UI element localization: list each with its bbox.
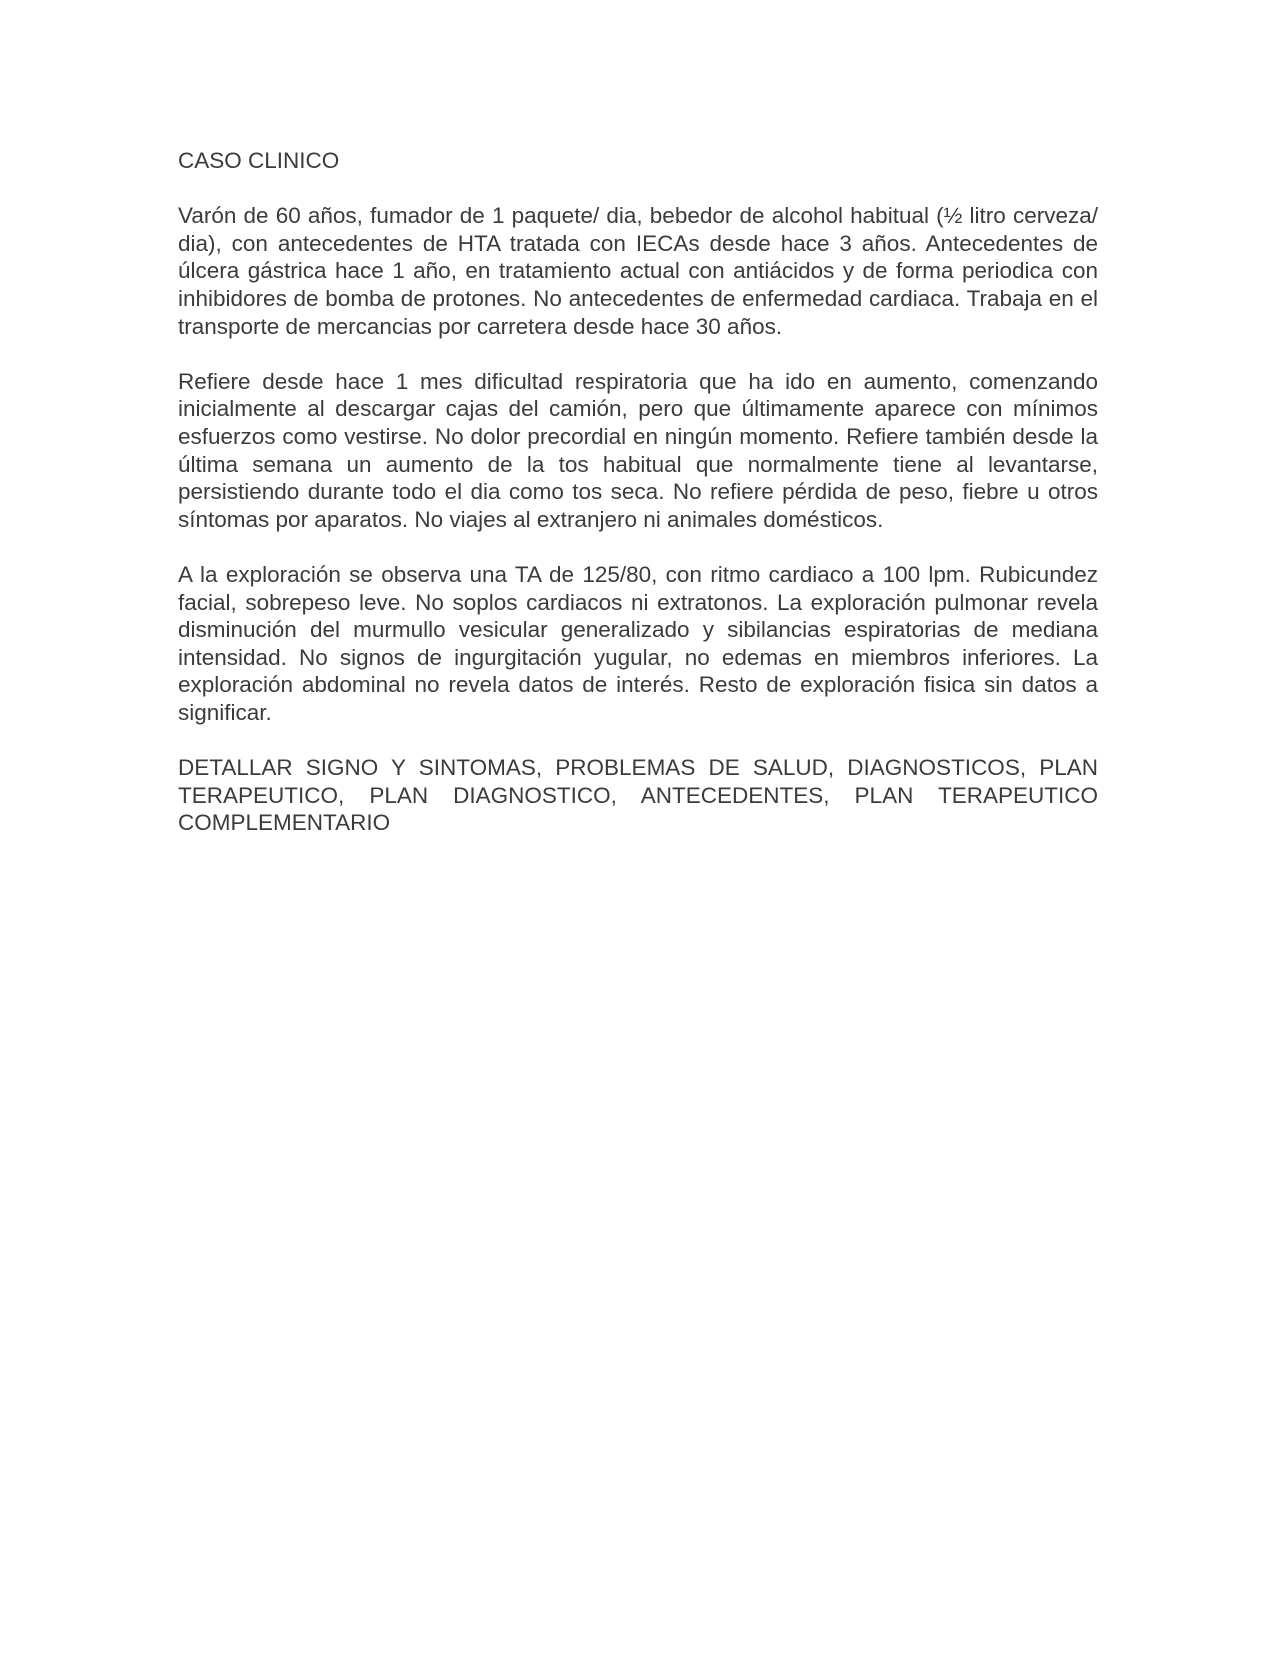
document-title: CASO CLINICO xyxy=(178,148,340,173)
paragraph-examination: A la exploración se observa una TA de 125/80, con ritmo cardiaco a 100 lpm. Rubicundez facial, sobrepeso leve. No soplos cardiacos ni extratonos. La exploración pulmonar revela disminución del murmullo vesicular generalizado y sibilancias espiratorias de mediana intensidad. No signos de ingurgitación yugular, no edemas en miembros inferiores. La exploración abdominal no revela datos de interés. Resto de exploración fisica sin datos a significar. xyxy=(178,561,1098,725)
paragraph-patient-history: Varón de 60 años, fumador de 1 paquete/ dia, bebedor de alcohol habitual (½ litro cerveza/ dia), con antecedentes de HTA tratada con IECAs desde hace 3 años. Antecedentes de úlcera gástrica hace 1 año, en tratamiento actual con antiácidos y de forma periodica con inhibidores de bomba de protones. No antecedentes de enfermedad cardiaca. Trabaja en el transporte de mercancias por carretera desde hace 30 años. xyxy=(178,203,1098,339)
paragraph-instructions: DETALLAR SIGNO Y SINTOMAS, PROBLEMAS DE SALUD, DIAGNOSTICOS, PLAN TERAPEUTICO, PLAN DIAGNOSTICO, ANTECEDENTES, PLAN TERAPEUTICO COMPLEMENTARIO xyxy=(178,755,1098,836)
paragraph-symptoms: Refiere desde hace 1 mes dificultad respiratoria que ha ido en aumento, comenzando inicialmente al descargar cajas del camión, pero que últimamente aparece con mínimos esfuerzos como vestirse. No dolor precordial en ningún momento. Refiere también desde la última semana un aumento de la tos habitual que normalmente tiene al levantarse, persistiendo durante todo el dia como tos seca. No refiere pérdida de peso, fiebre u otros síntomas por aparatos. No viajes al extranjero ni animales domésticos. xyxy=(178,368,1098,532)
document-body xyxy=(178,147,1098,864)
